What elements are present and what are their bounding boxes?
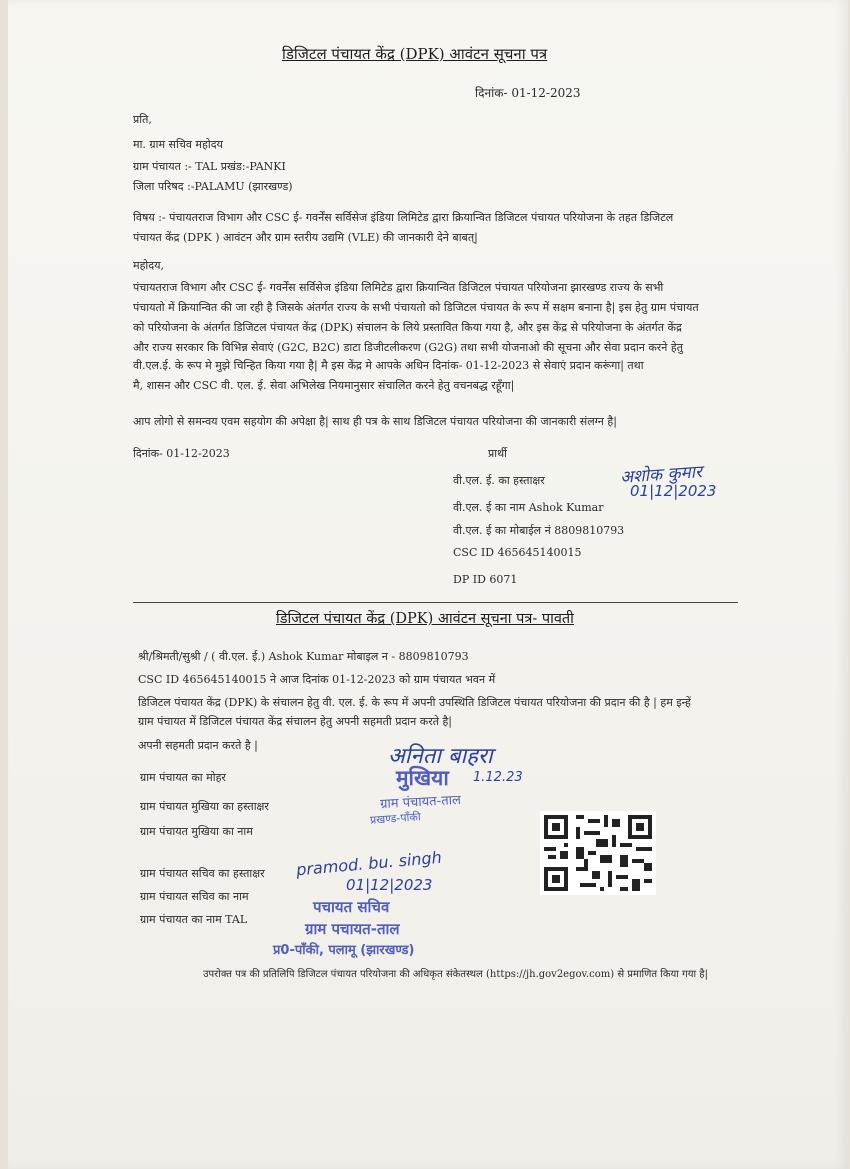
- mukhiya-stamp-panchayat: ग्राम पंचायत-ताल: [379, 792, 462, 813]
- body-line-5: वी.एल.ई. के रूप मे मुझे चिन्हित किया गया है| मै इस केंद्र मे आपके अधिन दिनांक- 01-12-2023 से सेवाएं प्रदान करूंगा| तथा: [133, 359, 644, 372]
- vle-signature-label: वी.एल. ई. का हस्ताक्षर: [453, 474, 545, 487]
- secretary-date: 01|12|2023: [346, 876, 433, 894]
- dp-id: DP ID 6071: [453, 573, 518, 586]
- mukhiya-date: 1.12.23: [473, 770, 523, 785]
- vle-signature-date: 01|12|2023: [630, 482, 717, 500]
- address-to: प्रति,: [133, 113, 152, 126]
- secretary-stamp-title: पचायत सचिव: [313, 898, 390, 916]
- body-line-6: मै, शासन और CSC वी. एल. ई. सेवा अभिलेख नियमानुसार संचालित करने हेतु वचनबद्ध रहूँगा|: [133, 379, 515, 392]
- letter-date: दिनांक- 01-12-2023: [475, 86, 581, 100]
- subject-line-1: विषय :- पंचायतराज विभाग और CSC ई- गवर्नेंस सर्विसेज इंडिया लिमिटेड द्वारा क्रियान्वित डिजिटल पंचायत परियोजना के तहत डिजिटल: [133, 211, 674, 224]
- qr-code: [540, 811, 656, 895]
- csc-id: CSC ID 465645140015: [453, 546, 582, 559]
- verification-note: उपरोक्त पत्र की प्रतिलिपि डिजिटल पंचायत परियोजना की अधिकृत संकेतस्थल (https://jh.gov2egov.com) से प्रमाणित किया गया है|: [203, 969, 708, 980]
- document-title: डिजिटल पंचायत केंद्र (DPK) आवंटन सूचना पत्र: [282, 45, 548, 63]
- footer-date: दिनांक- 01-12-2023: [133, 447, 230, 460]
- secretary-signature: pramod. bu. singh: [295, 847, 443, 880]
- vle-mobile: वी.एल. ई का मोबाईल नं 8809810793: [453, 524, 625, 537]
- secretary-stamp-block: प्र0-पाँकी, पलामू (झारखण्ड): [273, 943, 415, 958]
- body-line-3: को परियोजना के अंतर्गत डिजिटल पंचायत केंद्र (DPK) संचालन के लिये प्रस्तावित किया गया है, और इस केंद्र से परियोजना के अंतर्गत केंद्र: [133, 321, 682, 334]
- section-divider: [133, 602, 738, 603]
- body-closing: आप लोगो से समन्वय एवम सहयोग की अपेक्षा है| साथ ही पत्र के साथ डिजिटल पंचायत परियोजना की जानकारी संलग्न है|: [133, 415, 617, 428]
- field-panchayat-name: ग्राम पंचायत का नाम TAL: [140, 913, 248, 926]
- mukhiya-signature: अनिता बाहरा: [388, 744, 493, 769]
- field-panchayat-seal: ग्राम पंचायत का मोहर: [140, 771, 226, 784]
- field-mukhiya-name: ग्राम पंचायत मुखिया का नाम: [140, 825, 253, 838]
- vle-signature: अशोक कुमार: [619, 462, 703, 488]
- letter-page: [8, 0, 848, 1169]
- subject-line-2: पंचायत केंद्र (DPK ) आवंटन और ग्राम स्तरीय उद्यमि (VLE) की जानकारी देने बाबत्|: [133, 231, 478, 244]
- applicant-label: प्रार्थी: [488, 447, 507, 460]
- receipt-line-5: अपनी सहमती प्रदान करते है |: [138, 739, 258, 752]
- receipt-line-1: श्री/श्रिमती/सुश्री / ( वी.एल. ई.) Ashok Kumar मोबाइल न - 8809810793: [138, 650, 469, 663]
- mukhiya-stamp-block: प्रखण्ड-पाँकी: [369, 810, 422, 827]
- field-secretary-name: ग्राम पंचायत सचिव का नाम: [140, 890, 249, 903]
- receipt-line-4: ग्राम पंचायत में डिजिटल पंचायत केंद्र संचालन हेतु अपनी सहमती प्रदान करते है|: [138, 715, 453, 728]
- field-secretary-signature: ग्राम पंचायत सचिव का हस्ताक्षर: [140, 867, 265, 880]
- vle-name: वी.एल. ई का नाम Ashok Kumar: [453, 501, 604, 514]
- body-line-4: और राज्य सरकार कि विभिन्न सेवाएं (G2C, B2C) डाटा डिजीटलीकरण (G2G) तथा सभी योजनाओ की सूचना और सेवा प्रदान करने हेतु: [133, 341, 684, 354]
- salutation: महोदय,: [133, 259, 164, 272]
- receipt-line-2: CSC ID 465645140015 ने आज दिनांक 01-12-2023 को ग्राम पंचायत भवन में: [138, 673, 496, 686]
- secretary-stamp-panchayat: ग्राम पचायत-ताल: [305, 920, 400, 938]
- receipt-line-3: डिजिटल पंचायत केंद्र (DPK) के संचालन हेतु वी. एल. ई. के रूप में अपनी उपस्थिति डिजिटल पंचायत परियोजना की प्रदान की है | हम इन्हें: [138, 696, 691, 709]
- mukhiya-stamp: मुखिया: [396, 766, 449, 790]
- address-line-3: जिला परिषद :-PALAMU (झारखण्ड): [133, 180, 293, 193]
- receipt-title: डिजिटल पंचायत केंद्र (DPK) आवंटन सूचना पत्र- पावती: [276, 611, 574, 627]
- address-line-1: मा. ग्राम सचिव महोदय: [133, 138, 223, 151]
- address-line-2: ग्राम पंचायत :- TAL प्रखंड:-PANKI: [133, 160, 286, 173]
- body-line-1: पंचायतराज विभाग और CSC ई- गवर्नेंस सर्विसेज इंडिया लिमिटेड द्वारा क्रियान्वित डिजिटल पंचायत परियोजना झारखण्ड राज्य के सभी: [133, 281, 664, 294]
- body-line-2: पंचायतो में क्रियान्वित की जा रही है जिसके अंतर्गत राज्य के सभी पंचायतो को डिजिटल पंचायत के रूप में सक्षम बनाना है| इस हेतु ग्राम पंचायत: [133, 301, 699, 314]
- field-mukhiya-signature: ग्राम पंचायत मुखिया का हस्ताक्षर: [140, 800, 269, 813]
